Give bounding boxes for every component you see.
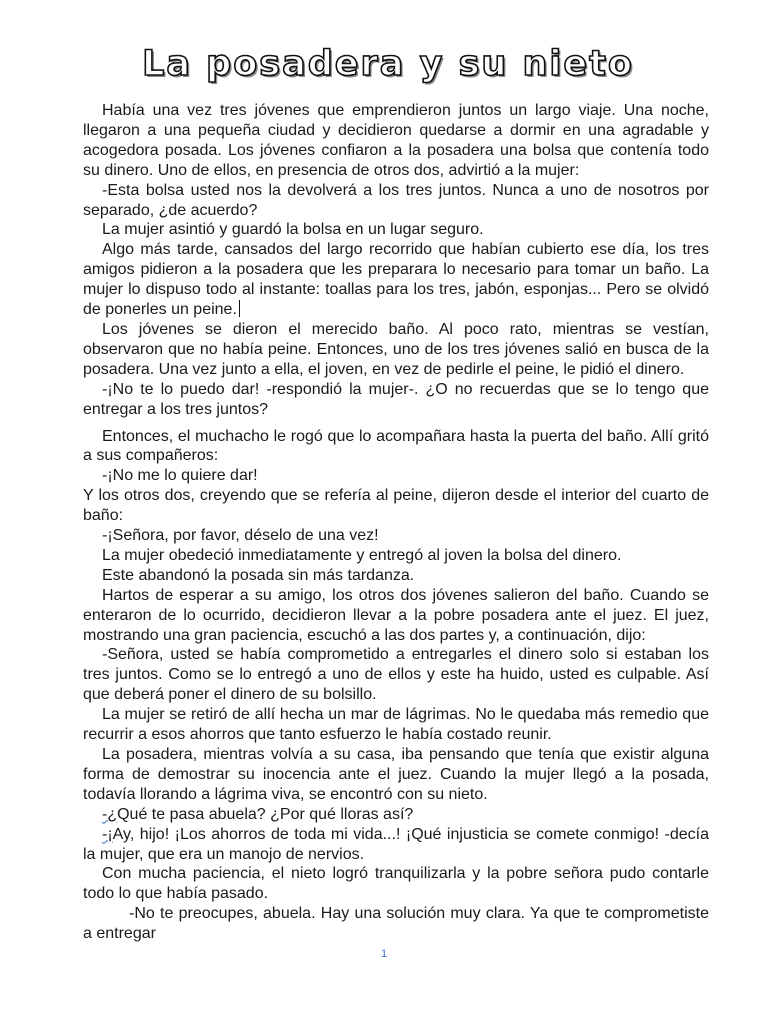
paragraph: Había una vez tres jóvenes que emprendieron juntos un largo viaje. Una noche, llegaron a una pequeña ciudad y decidieron quedarse a dormir en una agradable y acogedora posada. Los jóvenes confiaron a la posadera una bolsa que contenía todo su dinero. Uno de ellos, en presencia de otros dos, advirtió a la mujer:	[83, 102, 709, 179]
paragraph: -¿Qué te pasa abuela? ¿Por qué lloras así?	[102, 805, 414, 823]
paragraph: -No te preocupes, abuela. Hay una solución muy clara. Ya que te comprometiste a entregar	[83, 905, 709, 943]
paragraph: -¡No te lo puedo dar! -respondió la mujer-. ¿O no recuerdas que se lo tengo que entregar a los tres juntos?	[83, 380, 709, 418]
paragraph: Y los otros dos, creyendo que se refería al peine, dijeron desde el interior del cuarto de baño:	[83, 487, 709, 525]
page-number: 1	[380, 948, 388, 960]
paragraph: Este abandonó la posada sin más tardanza.	[102, 566, 415, 584]
paragraph: Entonces, el muchacho le rogó que lo acompañara hasta la puerta del baño. Allí gritó a sus compañeros:	[83, 427, 709, 465]
text-cursor	[239, 300, 240, 317]
spellcheck-mark: -¡	[102, 825, 113, 843]
paragraph: -¡Señora, por favor, déselo de una vez!	[102, 527, 379, 545]
paragraph: -¡Ay, hijo! ¡Los ahorros de toda mi vida...! ¡Qué injusticia se comete conmigo! -decía la mujer, que era un manojo de nervios.	[83, 825, 709, 863]
paragraph: La posadera, mientras volvía a su casa, iba pensando que tenía que existir alguna forma de demostrar su inocencia ante el juez. Cuando la mujer llegó a la posada, todavía llorando a lágrima viva, se encontró con su nieto.	[83, 746, 709, 803]
document-body	[83, 101, 709, 944]
title-area	[78, 36, 698, 92]
paragraph: -¡No me lo quiere dar!	[102, 467, 258, 485]
paragraph: La mujer obedeció inmediatamente y entregó al joven la bolsa del dinero.	[102, 546, 622, 564]
paragraph: Con mucha paciencia, el nieto logró tranquilizarla y la pobre señora pudo contarle todo lo que había pasado.	[83, 865, 709, 903]
paragraph	[83, 240, 709, 320]
paragraph: La mujer asintió y guardó la bolsa en un lugar seguro.	[102, 221, 484, 239]
paragraph: Hartos de esperar a su amigo, los otros dos jóvenes salieron del baño. Cuando se enteraron de lo ocurrido, decidieron llevar a la pobre posadera ante el juez. El juez, mostrando una gran paciencia, escuchó a las dos partes y, a continuación, dijo:	[83, 586, 709, 644]
paragraph: La mujer se retiró de allí hecha un mar de lágrimas. No le quedaba más remedio que recurrir a esos ahorros que tanto esfuerzo le había costado reunir.	[83, 706, 709, 744]
paragraph: -Esta bolsa usted nos la devolverá a los tres juntos. Nunca a uno de nosotros por separado, ¿de acuerdo?	[83, 181, 709, 219]
spellcheck-mark: -¿	[102, 805, 118, 823]
paragraph: -Señora, usted se había comprometido a entregarles el dinero solo si estaban los tres juntos. Como se lo entregó a uno de ellos y este ha huido, usted es culpable. Así que deberá poner el dinero de su bolsillo.	[83, 646, 709, 704]
paragraph-text: Algo más tarde, cansados del largo recorrido que habían cubierto ese día, los tres amigos pidieron a la posadera que les preparara lo necesario para tomar un baño. La mujer lo dispuso todo al instante: toallas para los tres, jabón, esponjas... Pero se olvidó de ponerles un peine.	[83, 241, 709, 319]
paragraph: Los jóvenes se dieron el merecido baño. Al poco rato, mientras se vestían, observaron que no había peine. Entonces, uno de los tres jóvenes salió en busca de la posadera. Una vez junto a ella, el joven, en vez de pedirle el peine, le pidió el dinero.	[83, 320, 709, 378]
document-title: La posadera y su nieto	[142, 44, 634, 84]
